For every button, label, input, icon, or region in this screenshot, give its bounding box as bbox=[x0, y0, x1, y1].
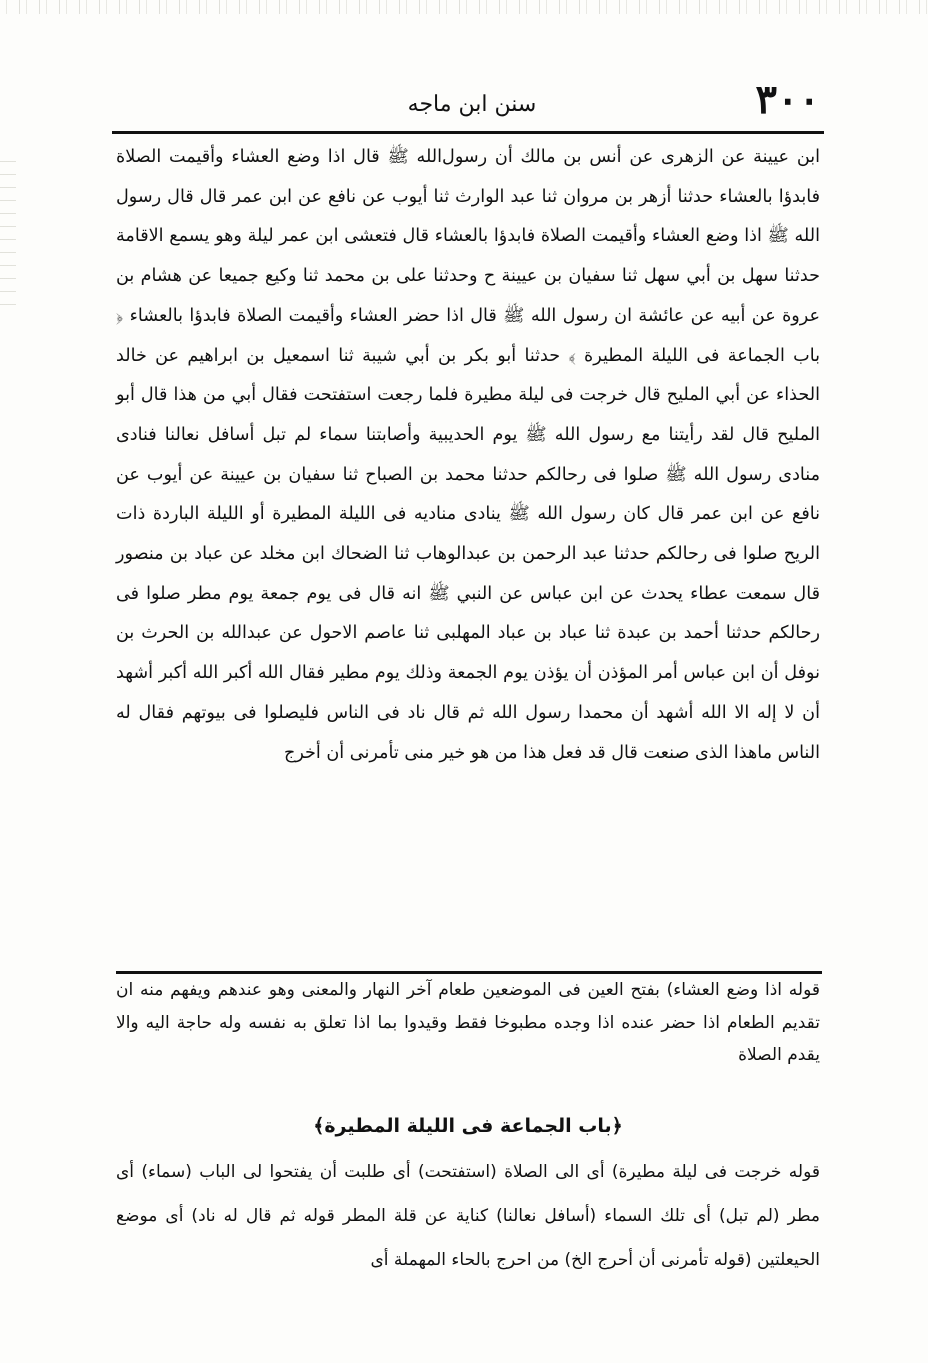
hadith-paragraph: ابن عيينة عن الزهرى عن أنس بن مالك أن رسول‌الله ﷺ قال اذا وضع العشاء وأقيمت الصلاة فابدؤا بالعشاء حدثنا أزهر بن مروان ثنا عبد الوارث ثنا أيوب عن نافع عن ابن عمر قال قال رسول الله ﷺ اذا وضع العشاء وأقيمت الصلاة فابدؤا بالعشاء قال فتعشى ابن عمر ليلة وهو يسمع الاقامة حدثنا سهل بن أبي سهل ثنا سفيان بن عيينة ح وحدثنا على بن محمد ثنا وكيع جميعا عن هشام بن عروة عن أبيه عن عائشة ان رسول الله ﷺ قال اذا حضر العشاء وأقيمت الصلاة فابدؤا بالعشاء ﴿ باب الجماعة فى الليلة المطيرة ﴾ حدثنا أبو بكر بن أبي شيبة ثنا اسمعيل بن ابراهيم عن خالد الحذاء عن أبي المليح قال خرجت فى ليلة مطيرة فلما رجعت استفتحت فقال أبي من هذا قال أبو المليح قال لقد رأيتنا مع رسول الله ﷺ يوم الحديبية وأصابتنا سماء لم تبل أسافل نعالنا فنادى منادى رسول الله ﷺ صلوا فى رحالكم حدثنا محمد بن الصباح ثنا سفيان بن عيينة عن أيوب عن نافع عن ابن عمر قال كان رسول الله ﷺ ينادى مناديه فى الليلة المطيرة أو الليلة الباردة ذات الريح صلوا فى رحالكم حدثنا عبد الرحمن بن عبدالوهاب ثنا الضحاك ابن مخلد عن عباد بن منصور قال سمعت عطاء يحدث عن ابن عباس عن النبي ﷺ انه قال فى يوم جمعة يوم مطر صلوا فى رحالكم حدثنا أحمد بن عبدة ثنا عباد بن عباد المهلبى ثنا عاصم الاحول عن عبدالله بن الحرث بن نوفل أن ابن عباس أمر المؤذن أن يؤذن يوم الجمعة وذلك يوم مطير فقال الله أكبر الله أكبر أشهد أن لا إله الا الله أشهد أن محمدا رسول الله ثم قال ناد فى الناس فليصلوا فى بيوتهم فقال له الناس ماهذا الذى صنعت قال قد فعل هذا من هو خير منى تأمرنى أن أخرج bbox=[116, 147, 820, 763]
page-header bbox=[112, 78, 820, 130]
footnote-block-2 bbox=[116, 1150, 820, 1300]
hadith-text bbox=[116, 138, 820, 970]
footnote-paragraph: قوله خرجت فى ليلة مطيرة) أى الى الصلاة (استفتحت) أى طلبت أن يفتحوا لى الباب (سماء) أى مطر (لم تبل) أى تلك السماء (أسافل نعالنا) كناية عن قلة المطر قوله ثم قال له ناد) أى موضع الحيعلتين (قوله تأمرنى أن أحرج الخ) من احرج بالحاء المهملة أى bbox=[116, 1162, 820, 1270]
page-number: ٣٠٠ bbox=[755, 76, 820, 123]
scan-noise-top bbox=[0, 0, 928, 14]
scan-noise-left bbox=[0, 150, 16, 310]
footnote-block-1 bbox=[116, 974, 820, 1104]
running-title: سنن ابن ماجه bbox=[407, 92, 537, 117]
header-rule bbox=[112, 131, 824, 134]
footnote-paragraph: قوله اذا وضع العشاء) بفتح العين فى الموضعين طعام آخر النهار والمعنى وهو عندهم ويفهم منه ان تقديم الطعام اذا حضر عنده اذا وجده مطبوخا فقط وقيدوا بما اذا تعلق به نفسه وله حاجة اليه والا يقدم الصلاة bbox=[116, 980, 820, 1065]
chapter-heading: ﴿باب الجماعة فى الليلة المطيرة﴾ bbox=[313, 1115, 623, 1137]
